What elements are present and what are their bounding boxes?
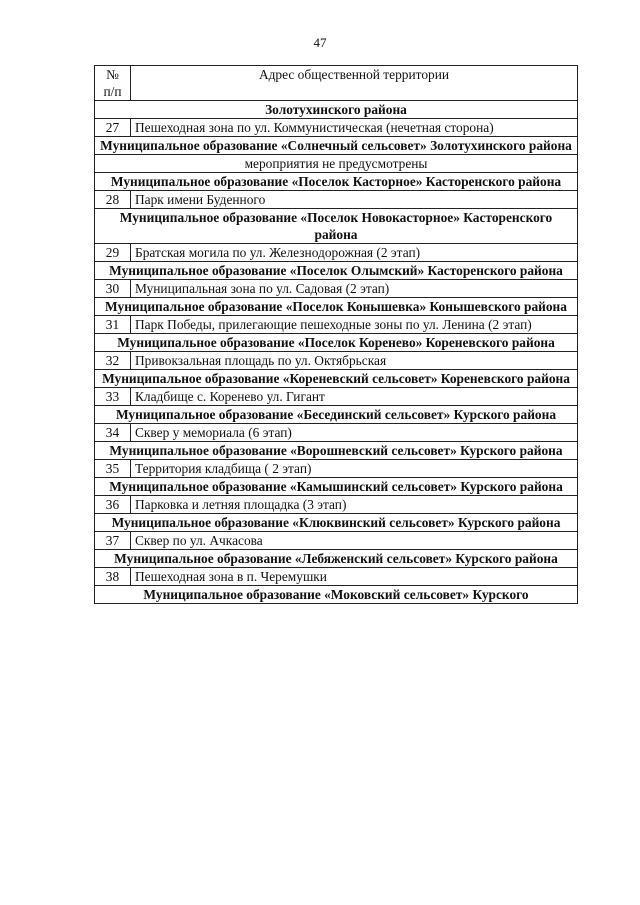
table-row (95, 191, 578, 209)
territory-address: Территория кладбища ( 2 этап) (131, 460, 578, 478)
table-row (95, 532, 578, 550)
row-number: 33 (95, 388, 131, 406)
row-number: 32 (95, 352, 131, 370)
municipality-heading: Золотухинского района (95, 101, 578, 119)
header-number-cell (95, 66, 131, 101)
table-row (95, 244, 578, 262)
row-number: 28 (95, 191, 131, 209)
territory-address: Муниципальная зона по ул. Садовая (2 этап) (131, 280, 578, 298)
municipality-heading: Муниципальное образование «Солнечный сельсовет» Золотухинского района (95, 137, 578, 155)
header-number-abbr: п/п (103, 84, 122, 99)
row-number: 38 (95, 568, 131, 586)
table-row (95, 119, 578, 137)
section-row (95, 442, 578, 460)
municipality-heading: Муниципальное образование «Поселок Олымский» Касторенского района (95, 262, 578, 280)
row-number: 31 (95, 316, 131, 334)
note-text: мероприятия не предусмотрены (95, 155, 578, 173)
municipality-heading: Муниципальное образование «Лебяженский сельсовет» Курского района (95, 550, 578, 568)
municipality-heading: Муниципальное образование «Поселок Конышевка» Конышевского района (95, 298, 578, 316)
table-header-row (95, 66, 578, 101)
municipality-heading: Муниципальное образование «Бесединский сельсовет» Курского района (95, 406, 578, 424)
table-row (95, 496, 578, 514)
territory-address: Сквер у мемориала (6 этап) (131, 424, 578, 442)
table-row (95, 352, 578, 370)
section-row (95, 406, 578, 424)
page-number: 47 (313, 35, 327, 50)
territory-address: Сквер по ул. Ачкасова (131, 532, 578, 550)
section-row (95, 209, 578, 244)
header-address-cell: Адрес общественной территории (131, 66, 578, 101)
section-row (95, 262, 578, 280)
municipality-heading: Муниципальное образование «Клюквинский сельсовет» Курского района (95, 514, 578, 532)
territories-table (94, 65, 578, 604)
table-row (95, 460, 578, 478)
municipality-heading: Муниципальное образование «Моковский сельсовет» Курского (95, 586, 578, 604)
municipality-heading: Муниципальное образование «Поселок Новокасторное» Касторенского района (95, 209, 578, 244)
section-row (95, 298, 578, 316)
territory-address: Пешеходная зона по ул. Коммунистическая (нечетная сторона) (131, 119, 578, 137)
section-row (95, 478, 578, 496)
municipality-heading: Муниципальное образование «Ворошневский сельсовет» Курского района (95, 442, 578, 460)
header-number-sign: № (106, 67, 119, 82)
note-row (95, 155, 578, 173)
territory-address: Привокзальная площадь по ул. Октябрьская (131, 352, 578, 370)
territory-address: Кладбище с. Коренево ул. Гигант (131, 388, 578, 406)
territory-address: Парковка и летняя площадка (3 этап) (131, 496, 578, 514)
section-row (95, 334, 578, 352)
table-row (95, 280, 578, 298)
row-number: 30 (95, 280, 131, 298)
row-number: 37 (95, 532, 131, 550)
section-row (95, 550, 578, 568)
section-row (95, 586, 578, 604)
table-row (95, 568, 578, 586)
section-row (95, 137, 578, 155)
territory-address: Парк Победы, прилегающие пешеходные зоны по ул. Ленина (2 этап) (131, 316, 578, 334)
row-number: 36 (95, 496, 131, 514)
table-row (95, 388, 578, 406)
territory-address: Братская могила по ул. Железнодорожная (2 этап) (131, 244, 578, 262)
municipality-heading: Муниципальное образование «Поселок Коренево» Кореневского района (95, 334, 578, 352)
row-number: 27 (95, 119, 131, 137)
territory-address: Пешеходная зона в п. Черемушки (131, 568, 578, 586)
row-number: 34 (95, 424, 131, 442)
municipality-heading: Муниципальное образование «Поселок Касторное» Касторенского района (95, 173, 578, 191)
row-number: 29 (95, 244, 131, 262)
section-row (95, 173, 578, 191)
table-row (95, 316, 578, 334)
section-row (95, 101, 578, 119)
section-row (95, 514, 578, 532)
row-number: 35 (95, 460, 131, 478)
table-row (95, 424, 578, 442)
territory-address: Парк имени Буденного (131, 191, 578, 209)
municipality-heading: Муниципальное образование «Кореневский сельсовет» Кореневского района (95, 370, 578, 388)
municipality-heading: Муниципальное образование «Камышинский сельсовет» Курского района (95, 478, 578, 496)
section-row (95, 370, 578, 388)
